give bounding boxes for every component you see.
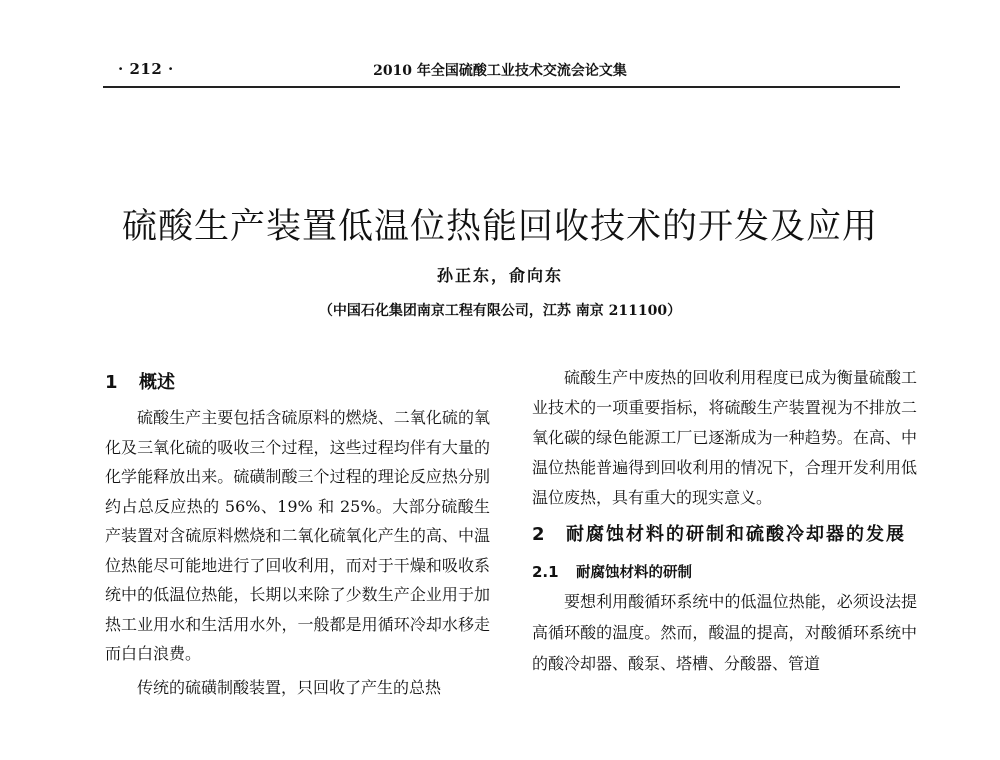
subsection-heading-2-1 — [532, 559, 917, 586]
subsection-number: 2.1 — [532, 563, 559, 581]
right-column — [532, 363, 917, 679]
paragraph: 硫酸生产中废热的回收利用程度已成为衡量硫酸工业技术的一项重要指标，将硫酸生产装置视为不排放二氧化碳的绿色能源工厂已逐渐成为一种趋势。在高、中温位热能普遍得到回收利用的情况下，合理开发利用低温位废热，具有重大的现实意义。 — [532, 368, 917, 507]
paper-title: 硫酸生产装置低温位热能回收技术的开发及应用 — [121, 207, 878, 248]
page-number: · 212 · — [118, 60, 174, 78]
section-heading-1 — [105, 367, 490, 399]
section-heading-2 — [532, 517, 917, 553]
section-number: 2 — [532, 524, 547, 545]
paragraph: 传统的硫磺制酸装置，只回收了产生的总热 — [137, 677, 442, 697]
subsection-title: 耐腐蚀材料的研制 — [576, 565, 692, 581]
section-number: 1 — [105, 372, 118, 393]
paragraph: 要想利用酸循环系统中的低温位热能，必须设法提高循环酸的温度。然而，酸温的提高，对酸循环系统中的酸冷却器、酸泵、塔槽、分酸器、管道 — [532, 592, 917, 673]
left-column — [105, 367, 490, 702]
section-title: 耐腐蚀材料的研制和硫酸冷却器的发展 — [566, 524, 906, 545]
running-header: 2010 年全国硫酸工业技术交流会论文集 — [373, 63, 627, 79]
affiliation: （中国石化集团南京工程有限公司，江苏 南京 211100） — [318, 303, 682, 319]
header-rule — [103, 86, 900, 88]
paragraph: 硫酸生产主要包括含硫原料的燃烧、二氧化硫的氧化及三氧化硫的吸收三个过程，这些过程均伴有大量的化学能释放出来。硫磺制酸三个过程的理论反应热分别约占总反应热的 56%、19% 和 25%。大部分硫酸生产装置对含硫原料燃烧和二氧化硫氧化产生的高、中温位热能尽可能地进行了回收利用，而对于干燥和吸收系统中的低温位热能，长期以来除了少数生产企业用于加热工业用水和生活用水外，一般都是用循环冷却水移走而白白浪费。 — [105, 408, 490, 663]
section-title: 概述 — [139, 372, 175, 393]
authors: 孙正东，俞向东 — [436, 266, 563, 285]
